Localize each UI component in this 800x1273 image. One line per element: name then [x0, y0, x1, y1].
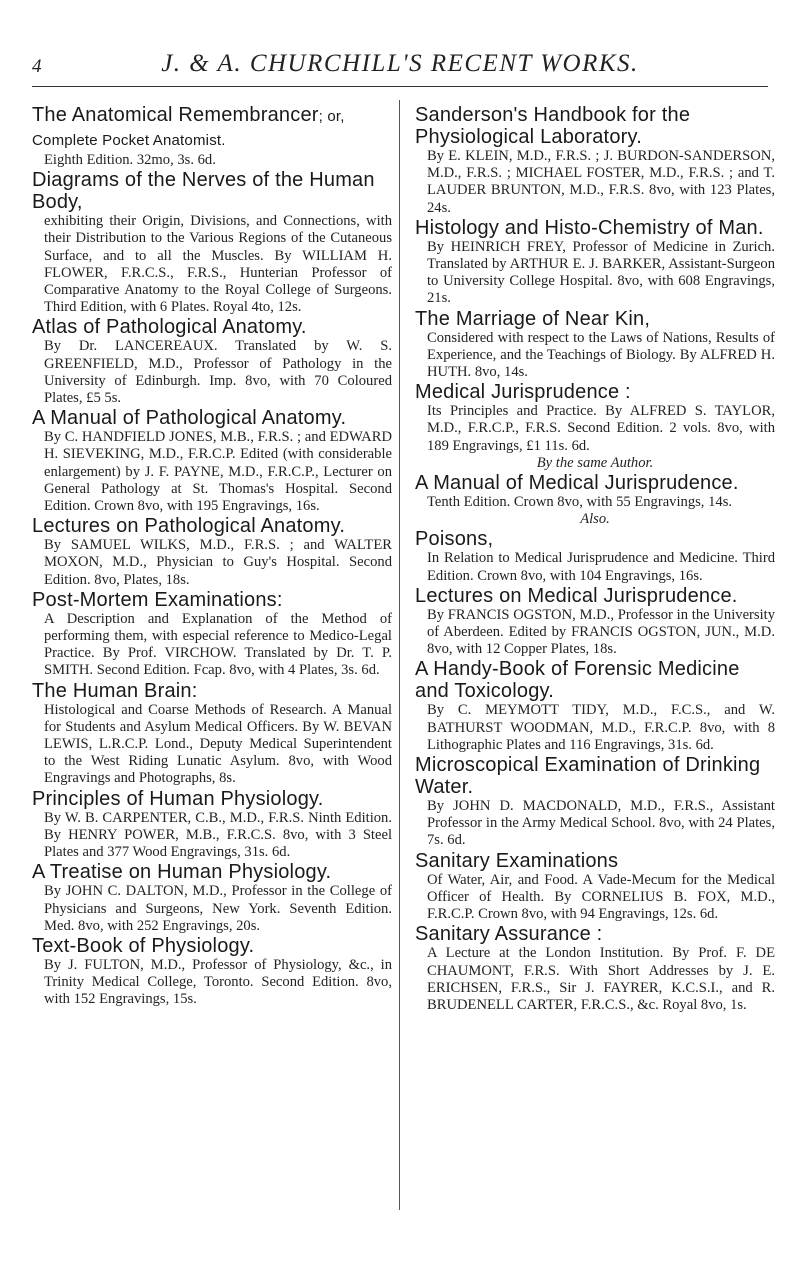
book-title-text: A Handy-Book of Forensic Medicine and Toxicology. — [415, 658, 740, 703]
book-title — [415, 754, 775, 798]
book-title-text: A Treatise on Human Physiology. — [32, 861, 332, 884]
book-title — [415, 585, 775, 607]
book-entry — [32, 169, 392, 316]
book-title — [415, 308, 775, 330]
book-entry — [415, 217, 775, 308]
book-title — [415, 528, 775, 550]
book-title — [415, 658, 775, 702]
book-description: By JOHN C. DALTON, M.D., Professor in the College of Physicians and Surgeons, New York. Seventh Edition. Med. 8vo, with 252 Engravings, 20s. — [44, 883, 392, 934]
book-entry — [415, 923, 775, 1014]
book-title-text: Histology and Histo-Chemistry of Man. — [415, 216, 764, 239]
book-description: By FRANCIS OGSTON, M.D., Professor in the University of Aberdeen. Edited by FRANCIS OGSTON, JUN., M.D. 8vo, with 12 Copper Plates, 18s. — [427, 606, 775, 658]
book-entry — [32, 104, 392, 169]
book-title — [415, 472, 775, 494]
running-title: J. & A. CHURCHILL'S RECENT WORKS. — [161, 50, 639, 77]
book-title — [415, 217, 775, 239]
book-title — [32, 788, 392, 810]
book-title — [32, 316, 392, 338]
book-description: In Relation to Medical Jurisprudence and Medicine. Third Edition. Crown 8vo, with 104 Engravings, 16s. — [427, 550, 775, 584]
book-title-text: Diagrams of the Nerves of the Human Body, — [32, 169, 375, 214]
book-description: A Description and Explanation of the Method of performing them, with especial reference to Medico-Legal Practice. By Prof. VIRCHOW. Translated by Dr. T. P. SMITH. Second Edition. Fcap. 8vo, with 4 Plates, 3s. 6d. — [44, 610, 392, 679]
book-description: By C. MEYMOTT TIDY, M.D., F.C.S., and W. BATHURST WOODMAN, M.D., F.R.C.P. 8vo, with 8 Lithographic Plates and 116 Engravings, 31s. 6d. — [427, 702, 775, 753]
book-title-text: Medical Jurisprudence : — [415, 381, 631, 404]
entry-note: Also. — [580, 511, 610, 528]
book-title — [32, 515, 392, 537]
book-title-text: Atlas of Pathological Anatomy. — [32, 316, 307, 339]
page-header — [0, 50, 800, 80]
book-description: Eighth Edition. 32mo, 3s. 6d. — [44, 152, 216, 168]
book-description: Histological and Coarse Methods of Research. A Manual for Students and Asylum Medical Officers. By W. BEVAN LEWIS, L.R.C.P. Lond., Deputy Medical Superintendent to the West Riding Lunatic Asylum. 8vo, with Wood Engravings and Photographs, 8s. — [44, 701, 392, 787]
book-entry — [32, 515, 392, 589]
book-title — [415, 923, 775, 945]
book-title-text: Poisons, — [415, 528, 494, 551]
book-title — [32, 104, 392, 152]
book-title — [32, 680, 392, 702]
book-title — [32, 935, 392, 957]
book-entry — [415, 658, 775, 754]
book-title-text: A Manual of Medical Jurisprudence. — [415, 472, 739, 495]
book-title-text: Lectures on Pathological Anatomy. — [32, 515, 346, 538]
book-description: By Dr. LANCEREAUX. Translated by W. S. GREENFIELD, M.D., Professor of Pathology in the University of Edinburgh. Imp. 8vo, with 70 Coloured Plates, £5 5s. — [44, 338, 392, 407]
book-description: Its Principles and Practice. By ALFRED S. TAYLOR, M.D., F.R.C.P., F.R.S. Second Edition. 2 vols. 8vo, with 189 Engravings, £1 11s. 6d. — [427, 403, 775, 454]
book-entry — [415, 511, 775, 528]
book-entry — [415, 381, 775, 455]
book-entry — [32, 316, 392, 407]
book-title — [32, 169, 392, 213]
book-title — [32, 589, 392, 611]
book-entry — [415, 850, 775, 924]
book-description: By E. KLEIN, M.D., F.R.S. ; J. BURDON-SANDERSON, M.D., F.R.S. ; MICHAEL FOSTER, M.D., F.R.S. ; and T. LAUDER BRUNTON, M.D., F.R.S. 8vo, with 123 Plates, 24s. — [427, 148, 775, 216]
book-description: A Lecture at the London Institution. By Prof. F. DE CHAUMONT, F.R.S. With Short Addresses by J. E. ERICHSEN, F.R.S., Sir J. FAYRER, K.C.S.I., and R. BRUDENELL CARTER, F.R.C.S., &c. Royal 8vo, 1s. — [427, 945, 775, 1013]
book-description: By SAMUEL WILKS, M.D., F.R.S. ; and WALTER MOXON, M.D., Physician to Guy's Hospital. Second Edition. 8vo, Plates, 18s. — [44, 537, 392, 588]
book-entry — [415, 528, 775, 584]
right-column — [415, 104, 775, 1014]
page-number: 4 — [32, 56, 42, 77]
book-title-text: Post-Mortem Examinations: — [32, 588, 283, 611]
book-title-text: The Marriage of Near Kin, — [415, 307, 651, 330]
book-description: By W. B. CARPENTER, C.B., M.D., F.R.S. Ninth Edition. By HENRY POWER, M.B., F.R.C.S. 8vo, with 3 Steel Plates and 377 Wood Engravings, 31s. 6d. — [44, 809, 392, 861]
book-description: By J. FULTON, M.D., Professor of Physiology, &c., in Trinity Medical College, Toronto. Second Edition. 8vo, with 152 Engravings, 15s. — [44, 956, 392, 1008]
book-entry — [415, 308, 775, 382]
book-title-text: Microscopical Examination of Drinking Water. — [415, 754, 761, 799]
book-title-text: Sanitary Assurance : — [415, 923, 603, 946]
book-entry — [32, 680, 392, 788]
book-title-text: Text-Book of Physiology. — [32, 934, 255, 957]
book-title-text: The Anatomical Remembrancer — [32, 104, 319, 126]
book-title — [415, 850, 775, 872]
book-description: By C. HANDFIELD JONES, M.B., F.R.S. ; and EDWARD H. SIEVEKING, M.D., F.R.C.P. Edited (with considerable enlargement) by J. F. PAYNE, M.D., F.R.C.P., Lecturer on General Pathology at St. Thomas's Hospital. Second Edition. Crown 8vo, with 195 Engravings, 16s. — [44, 429, 392, 515]
book-entry — [415, 455, 775, 472]
book-title-text: The Human Brain: — [32, 679, 198, 702]
book-description: Considered with respect to the Laws of Nations, Results of Experience, and the Teachings of Biology. By ALFRED H. HUTH. 8vo, 14s. — [427, 329, 775, 381]
book-description: Tenth Edition. Crown 8vo, with 55 Engravings, 14s. — [427, 494, 733, 511]
book-entry — [415, 472, 775, 511]
column-divider — [399, 100, 400, 1210]
book-title-text: Lectures on Medical Jurisprudence. — [415, 584, 738, 607]
book-title-text: Sanderson's Handbook for the Physiological Laboratory. — [415, 104, 691, 148]
left-column — [32, 104, 392, 1009]
book-entry — [415, 104, 775, 217]
book-title-text: Sanitary Examinations — [415, 849, 619, 872]
book-title — [415, 104, 775, 148]
book-entry — [32, 407, 392, 515]
book-title-text: A Manual of Pathological Anatomy. — [32, 407, 347, 430]
book-entry — [415, 754, 775, 850]
book-title — [32, 407, 392, 429]
book-description: By JOHN D. MACDONALD, M.D., F.R.S., Assistant Professor in the Army Medical School. 8vo, with 24 Plates, 7s. 6d. — [427, 798, 775, 849]
book-entry — [32, 935, 392, 1009]
book-description: Of Water, Air, and Food. A Vade-Mecum for the Medical Officer of Health. By CORNELIUS B. FOX, M.D., F.R.C.P. Crown 8vo, with 94 Engravings, 12s. 6d. — [427, 871, 775, 923]
book-description: By HEINRICH FREY, Professor of Medicine in Zurich. Translated by ARTHUR E. J. BARKER, Assistant-Surgeon to University College Hospital. 8vo, with 608 Engravings, 21s. — [427, 238, 775, 307]
book-entry — [32, 788, 392, 862]
book-description: exhibiting their Origin, Divisions, and Connections, with their Distribution to the Various Regions of the Cutaneous Surface, and to all the Muscles. By WILLIAM H. FLOWER, F.R.C.S., F.R.S., Hunterian Professor of Comparative Anatomy to the Royal College of Surgeons. Third Edition, with 6 Plates. Royal 4to, 12s. — [44, 213, 392, 316]
book-entry — [32, 861, 392, 935]
header-rule — [32, 86, 768, 87]
book-title-subtitle: ; or, Complete Pocket Anatomist. — [32, 108, 345, 149]
book-entry — [32, 589, 392, 680]
book-title — [415, 381, 775, 403]
book-entry — [415, 585, 775, 659]
book-title — [32, 861, 392, 883]
entry-note: By the same Author. — [536, 454, 654, 471]
book-title-text: Principles of Human Physiology. — [32, 787, 324, 810]
